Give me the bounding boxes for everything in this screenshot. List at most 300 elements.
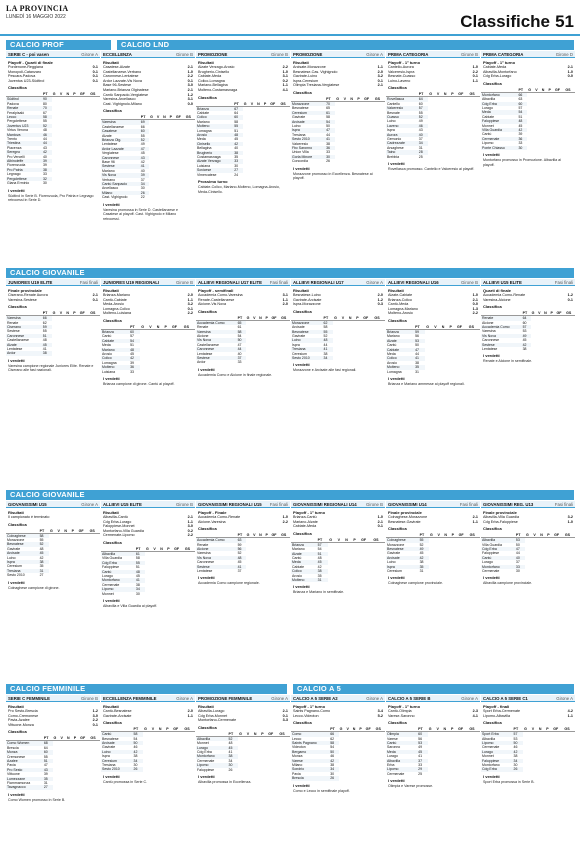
team-points: 36 [129, 365, 140, 369]
team-points: 42 [140, 160, 145, 164]
team-name: Cermenate [482, 569, 500, 574]
table-row [291, 159, 385, 163]
col-v: V [537, 311, 543, 316]
match-teams: Montorfano-Villa Guardia [103, 528, 144, 533]
team-points: 42 [317, 564, 322, 569]
col-v: V [60, 736, 66, 741]
match-teams: Molteno-Arosio [388, 311, 413, 316]
team-name: Besnatese [292, 106, 309, 111]
team-points: 52 [419, 542, 424, 547]
result-line [291, 524, 385, 529]
table-row [481, 146, 575, 150]
table-row [101, 745, 195, 749]
match-score: 2-0 [187, 293, 193, 297]
team-name: Gavirate [7, 546, 21, 551]
team-name: Varese [291, 759, 329, 763]
team-points: 52 [323, 334, 328, 338]
band-calcio-giovanile-2: CALCIO GIOVANILE [6, 490, 574, 500]
col-gf: GF [173, 547, 184, 552]
team-name: Morazzone [7, 538, 25, 542]
table-row [6, 316, 100, 321]
team-points: 66 [140, 124, 145, 129]
match-teams: Il campionato è terminato [8, 515, 50, 519]
team-points: 53 [417, 741, 428, 745]
team-name: Caronnese [196, 347, 237, 351]
team-name: Giana Erminio [7, 181, 30, 186]
match-score: 2-1 [567, 65, 573, 69]
team-points: 55 [418, 110, 423, 115]
match-score: 0-1 [377, 78, 383, 83]
team-points: 30 [42, 181, 47, 186]
team-points: 42 [42, 150, 52, 154]
league-title: CALCIO A 5 SERIE B [388, 696, 431, 701]
team-points: 33 [518, 141, 523, 146]
team-name: Luino [387, 119, 396, 124]
team-points: 55 [135, 561, 145, 565]
match-teams: Alzate Verzago-Arosio [198, 65, 235, 69]
table-row [196, 759, 290, 763]
team-points: 48 [517, 119, 527, 123]
team-points: 43 [42, 145, 47, 150]
note-title: I verdetti [8, 357, 25, 363]
team-name: Lumezzane [6, 777, 43, 781]
team-points: 38 [233, 151, 243, 155]
team-points: 27 [43, 785, 53, 789]
col-g: G [525, 533, 532, 538]
team-points: 58 [323, 325, 328, 330]
col-v: V [151, 727, 158, 732]
team-name: Vis Nova [196, 338, 237, 342]
team-name: Pavia [292, 771, 301, 776]
team-name: Besnate [387, 110, 400, 115]
col-v: V [343, 97, 350, 102]
col-v: V [56, 529, 63, 534]
team-points: 34 [140, 182, 149, 186]
match-teams: Cantù-Olimpia [388, 709, 412, 713]
team-name: Brianza [291, 542, 317, 547]
team-points: 47 [140, 147, 149, 151]
team-name: Lomagna [387, 369, 402, 374]
table-row [481, 102, 575, 106]
team-name: Pro Vercelli [7, 154, 25, 159]
team-name: Sesto 2010 [7, 573, 25, 578]
table-row [6, 741, 100, 746]
team-name: Vimercatese [197, 172, 217, 177]
team-name: Arsaghese [387, 145, 404, 150]
classifica-title: Classifica [388, 526, 407, 532]
col-v: V [148, 325, 155, 330]
team-name: Erba [387, 763, 395, 768]
match-score: 1-0 [472, 65, 478, 69]
match-teams: Valceresio-Ispra [388, 69, 415, 74]
classifica-title: Classifica [103, 317, 122, 323]
team-points: 48 [135, 570, 145, 574]
team-points: 38 [513, 754, 518, 759]
team-points: 35 [234, 155, 239, 160]
column-header [196, 279, 290, 286]
team-name: Feralpisalò [7, 110, 25, 115]
match-teams: Mariano-Brianza Olginatese [103, 87, 149, 92]
team-points: 35 [414, 365, 425, 369]
team-points: 28 [418, 150, 429, 154]
team-name: Mariano [101, 348, 129, 352]
team-name: Villa Guardia [482, 542, 502, 547]
team-name: Concordia [292, 159, 308, 164]
girone-label: Girone B [461, 280, 478, 285]
team-points: 55 [140, 133, 145, 138]
standings-column [101, 279, 195, 487]
col-pt: PT [42, 92, 52, 97]
table-row [386, 538, 480, 543]
standings-table [6, 311, 100, 356]
match-teams: Cantello-Aurora [388, 65, 414, 69]
team-points: 22 [140, 195, 145, 200]
match-teams: Varesina-Arcellasco [103, 97, 136, 102]
team-points: 60 [517, 102, 527, 106]
team-points: 42 [129, 356, 140, 360]
team-name: Legnago [7, 172, 21, 177]
team-points: 65 [326, 106, 331, 111]
team-points: 41 [140, 164, 149, 168]
table-row [481, 745, 575, 749]
team-points: 44 [323, 342, 328, 347]
column-header [6, 279, 100, 286]
match-score: 3-2 [187, 302, 193, 307]
team-points: 45 [518, 123, 523, 128]
team-points: 54 [517, 110, 527, 114]
team-name: Varesina [101, 120, 140, 125]
standings-table [386, 325, 480, 374]
note-title: I verdetti [293, 362, 310, 368]
match-score: 2-1 [187, 65, 193, 69]
table-row [101, 565, 195, 569]
team-points: 38 [317, 569, 329, 573]
standings-column [6, 501, 100, 681]
team-points: 43 [418, 128, 423, 133]
team-points: 48 [237, 556, 246, 560]
team-name: Sestese [481, 343, 522, 347]
team-name: Arcisate [386, 556, 419, 560]
col-gs: GS [183, 325, 195, 330]
team-name: Cdg Erba [481, 102, 517, 106]
team-points: 30 [330, 771, 335, 776]
team-points: 49 [140, 142, 145, 147]
standings-table [291, 316, 385, 361]
team-name: Lipomo [481, 741, 513, 745]
standings-column [101, 695, 195, 845]
standings-column [386, 695, 480, 845]
col-n: N [352, 727, 359, 732]
team-points: 33 [237, 360, 242, 365]
verdict-note: Morazzone e Arcisate alle fasi regionali. [293, 368, 357, 373]
team-name: Caronnese [197, 560, 215, 565]
result-line [196, 718, 290, 723]
team-name: Virtus Verona [7, 128, 28, 133]
team-name: Faloppiese [197, 767, 215, 772]
league-title: PROMOZIONE FEMMINILE [198, 696, 253, 701]
team-name: Caronnese [101, 156, 140, 160]
col-pt: PT [419, 533, 429, 538]
team-name: Milano [101, 191, 140, 195]
col-g: G [335, 97, 342, 102]
match-teams: Cabiate-Meda [198, 74, 222, 79]
team-name: Lecco [6, 115, 42, 119]
match-score: 2-0 [377, 293, 383, 297]
team-points: 56 [415, 334, 419, 339]
team-points: 39 [130, 360, 134, 365]
team-name: Mariano [102, 168, 115, 173]
team-points: 51 [42, 334, 52, 338]
match-score: 1-0 [472, 293, 478, 297]
round-title: Risultati [8, 510, 24, 515]
result-line [101, 102, 195, 107]
col-n: N [156, 325, 164, 330]
team-name: Alzate [6, 343, 42, 347]
note-title: I verdetti [293, 782, 310, 788]
col-n: N [443, 533, 450, 538]
league-title: GIOVANISSIMI REG. U13 [483, 502, 534, 507]
team-points: 51 [130, 343, 134, 348]
team-points: 67 [233, 106, 243, 111]
team-name: Saronno [387, 745, 401, 750]
team-name: Ceresium [292, 351, 307, 356]
col-gs: GS [89, 736, 100, 741]
team-name: Arcisate [291, 120, 325, 124]
team-points: 52 [39, 542, 49, 546]
team-name: Tresiana [6, 569, 39, 573]
col-gs: GS [469, 533, 480, 538]
newspaper-name: LA PROVINCIA [6, 4, 69, 13]
team-name: Ponte Chiasso [481, 146, 517, 150]
match-teams: Vittuone-Monza [8, 722, 34, 727]
match-teams: Besnate-Cuasso [388, 74, 416, 79]
team-points: 60 [522, 320, 527, 325]
match-teams: Albavilla-Montorfano [483, 69, 517, 74]
column-header [291, 695, 385, 702]
team-name: Cadrezzate [386, 141, 418, 145]
team-name: Molteno [291, 578, 317, 582]
team-points: 38 [42, 351, 52, 355]
table-row [6, 785, 100, 789]
team-name: Montorfano [196, 754, 228, 758]
col-g: G [145, 547, 152, 552]
team-points: 53 [414, 339, 425, 343]
result-line [291, 302, 385, 307]
match-teams: Pordenone-Reggiana [8, 65, 44, 69]
col-v: V [252, 316, 258, 321]
team-name: Base 96 [102, 160, 115, 164]
result-line [196, 88, 290, 93]
team-points: 30 [133, 763, 138, 768]
classifica-title: Classifica [198, 308, 217, 314]
column-header [386, 501, 480, 508]
team-points: 90 [42, 97, 52, 102]
team-name: Pavia [7, 763, 16, 768]
league-title: ECCELLENZA [103, 52, 132, 57]
team-points: 33 [326, 150, 331, 155]
team-name: Trento [7, 137, 17, 142]
match-teams: Accademia Como-Renate [198, 515, 241, 519]
match-teams: Molteno-Costamasnaga [198, 87, 238, 92]
team-points: 34 [135, 587, 145, 591]
col-g: G [246, 533, 253, 538]
team-name: Arcisate [292, 325, 305, 330]
team-name: Sesto 2010 [291, 137, 325, 141]
team-name: Ardor Lazzate [101, 147, 140, 151]
column-header [481, 695, 575, 702]
col-n: N [344, 538, 352, 543]
column-header [101, 501, 195, 508]
team-name: Tresiana [102, 763, 116, 768]
team-points: 61 [135, 551, 145, 556]
match-score: 2-2 [92, 718, 98, 723]
standings-column [386, 501, 480, 681]
league-title: ALLIEVI U15 ELITE [483, 280, 522, 285]
table-row [481, 569, 575, 573]
result-line [196, 302, 290, 307]
match-teams: Cast. Vighignolo-Milano [103, 101, 142, 106]
team-name: Brescia [291, 776, 329, 780]
result-line [386, 520, 480, 525]
match-teams: Olimpia Tresiana-Vergiatese [293, 83, 340, 88]
col-pt: PT [414, 325, 425, 330]
team-points: 42 [419, 556, 429, 560]
team-name: Renate [6, 106, 42, 110]
note-title: I verdetti [388, 778, 405, 784]
team-points: 26 [133, 767, 144, 771]
match-score: 1-1 [472, 78, 478, 83]
match-teams: Albavilla-Lurago [198, 709, 225, 713]
match-score: 3-1 [282, 293, 288, 297]
col-g: G [53, 736, 60, 741]
match-teams: Lomagna-Colico [103, 306, 130, 311]
match-score: 0-1 [92, 722, 98, 727]
col-v: V [59, 92, 66, 97]
team-points: 53 [513, 736, 518, 741]
round-title: Playoff - semifinali [198, 288, 234, 293]
col-gf: GF [267, 732, 278, 737]
team-points: 40 [234, 146, 239, 151]
team-points: 70 [325, 101, 335, 106]
standings-table [291, 538, 385, 583]
team-points: 53 [515, 538, 525, 543]
match-score: 2-1 [472, 515, 478, 519]
match-score: 3-1 [282, 74, 288, 79]
standings-column [291, 279, 385, 487]
team-name: Triestina [6, 141, 42, 145]
team-points: 31 [419, 569, 424, 574]
team-name: Lurago [196, 746, 228, 750]
round-title: Risultati [8, 704, 24, 709]
team-points: 41 [414, 356, 425, 360]
team-name: Cinisello [196, 142, 233, 146]
team-points: 54 [133, 736, 138, 741]
team-name: Ispra [291, 128, 325, 132]
team-points: 38 [419, 560, 424, 565]
team-points: 47 [325, 128, 335, 132]
col-v: V [534, 88, 540, 93]
team-name: Cantù [292, 556, 302, 560]
team-points: 45 [135, 574, 140, 578]
col-gs: GS [89, 529, 100, 534]
team-name: Cantù [101, 570, 135, 574]
team-name: Cantù [386, 741, 417, 745]
match-teams: Faloppiese-Monnet [103, 524, 135, 529]
league-title: SERIE C - poi vasen [8, 52, 49, 57]
team-name: Pro Sesto [6, 768, 43, 772]
col-pt: PT [39, 529, 49, 534]
team-points: 33 [418, 763, 423, 768]
girone-label: Fasi finali [79, 280, 98, 285]
team-name: Cabiate [101, 339, 129, 343]
verdict-note: Brianza e Mariano ammesse ai playoff regionali. [388, 382, 465, 387]
table-row [386, 745, 480, 749]
team-points: 55 [42, 119, 47, 124]
team-name: Monnet [102, 591, 114, 596]
standings-table [101, 547, 195, 596]
match-score: 0-2 [282, 78, 288, 83]
team-points: 31 [418, 145, 423, 150]
team-name: Monza [292, 754, 303, 759]
verdict-note: Morazzone promosso in Eccellenza. Besnatese ai playoff. [293, 171, 373, 181]
team-points: 49 [419, 547, 429, 551]
team-points: 69 [140, 120, 149, 125]
team-points: 31 [43, 781, 48, 786]
match-score: 0-1 [92, 69, 98, 74]
team-points: 44 [237, 347, 246, 351]
team-name: Lomagna [102, 360, 117, 365]
team-points: 38 [330, 763, 335, 768]
match-score: 2-0 [377, 69, 383, 74]
team-points: 46 [513, 745, 518, 750]
verdict-note: Como e Lecco in semifinale playoff. [293, 788, 350, 793]
col-g: G [333, 316, 341, 321]
match-score: 1-0 [567, 69, 573, 74]
classifica-title: Classifica [8, 304, 27, 310]
match-teams: Ispra-Morazzone [293, 302, 321, 307]
team-name: Brebbia [387, 154, 400, 159]
team-name: Videoton [292, 745, 306, 750]
col-n: N [253, 732, 260, 737]
team-points: 27 [39, 573, 44, 578]
team-name: Ardor [197, 360, 206, 365]
note-title: I verdetti [8, 187, 25, 193]
team-points: 55 [43, 754, 48, 759]
team-name: Seregno [6, 150, 42, 154]
team-name: Arcisate [6, 551, 39, 555]
team-points: 30 [515, 569, 520, 574]
verdict-note: Colnaghese campione provinciale. [388, 581, 443, 586]
col-gs: GS [278, 732, 290, 737]
table-row [196, 129, 290, 133]
team-name: Cantù [387, 343, 397, 348]
team-points: 52 [418, 115, 429, 119]
team-points: 33 [515, 565, 525, 569]
girone-label: Girone B [176, 52, 193, 57]
match-score: 1-0 [282, 515, 288, 519]
team-points: 35 [419, 565, 429, 569]
team-name: Caronnese [482, 338, 500, 343]
col-n: N [63, 529, 70, 534]
col-p: P [545, 727, 552, 732]
team-points: 30 [234, 163, 239, 168]
team-name: Brianza [101, 329, 129, 334]
team-name: Piacenza [7, 145, 22, 150]
table-row [291, 334, 385, 338]
team-points: 54 [129, 339, 140, 343]
col-pt: PT [522, 311, 531, 316]
col-g: G [243, 102, 250, 107]
